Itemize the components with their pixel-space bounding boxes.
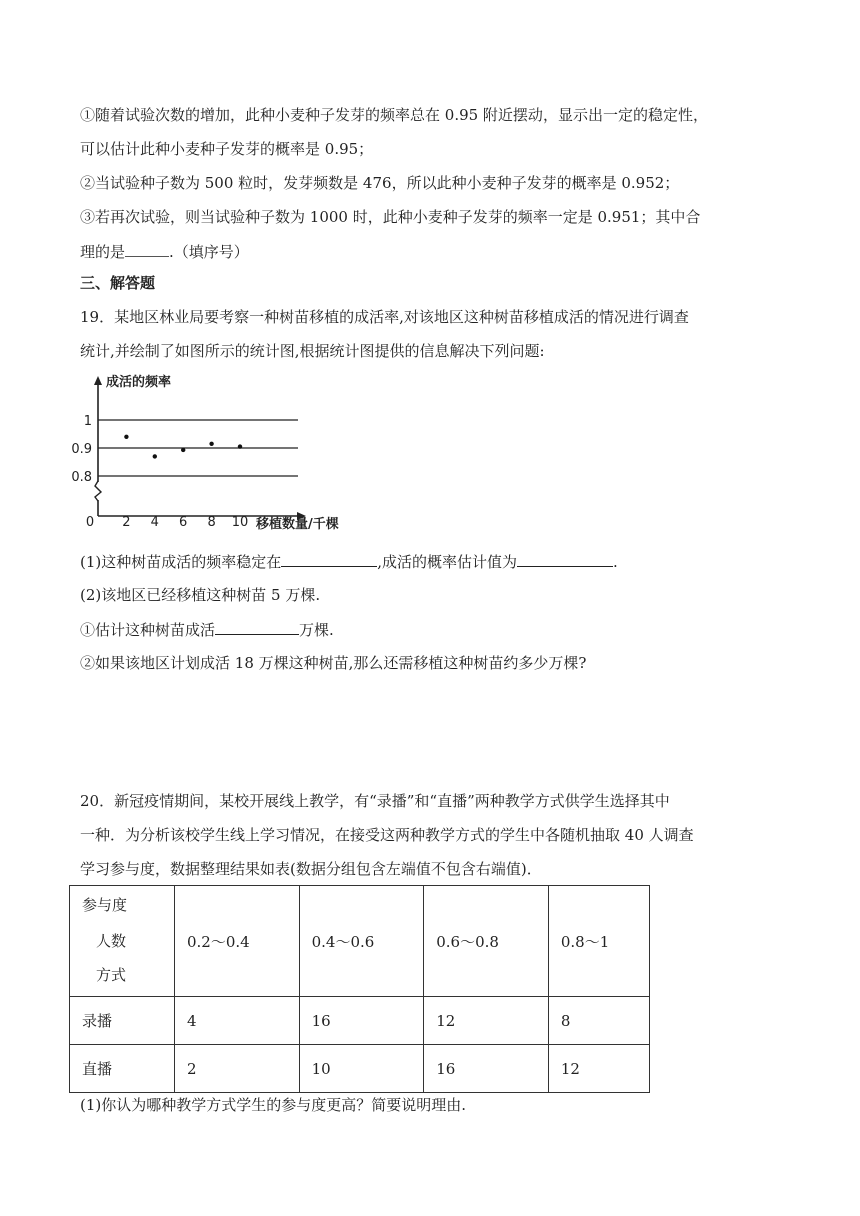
q19-part1-mid: ,成活的概率估计值为 (377, 553, 518, 571)
q18-answer-blank[interactable] (125, 240, 169, 257)
survival-frequency-chart (71, 368, 364, 538)
x-tick-label: 10 (231, 515, 249, 530)
q19-part2-1-prefix: ①估计这种树苗成活 (80, 621, 216, 639)
q18-answer-suffix: .（填序号） (169, 243, 249, 261)
q18-item3-line1: ③若再次试验，则当试验种子数为 1000 时，此种小麦种子发芽的频率一定是 0.951；其中合 (80, 208, 701, 226)
table-corner-cell (70, 886, 175, 997)
row-label: 录播 (70, 997, 175, 1045)
q18-item1-line2: 可以估计此种小麦种子发芽的概率是 0.95； (80, 140, 374, 158)
table-cell: 8 (548, 997, 649, 1045)
data-point (209, 442, 213, 446)
column-header: 0.8～1 (548, 886, 649, 997)
table-cell: 2 (175, 1045, 300, 1093)
q19-part1-prefix: (1)这种树苗成活的频率稳定在 (80, 553, 282, 571)
q19-part1-suffix: . (613, 553, 618, 571)
q20-part1: (1)你认为哪种教学方式学生的参与度更高？简要说明理由. (80, 1096, 467, 1114)
column-header: 0.6～0.8 (424, 886, 549, 997)
q20-stem-line3: 学习参与度，数据整理结果如表(数据分组包含左端值不包含右端值)． (80, 860, 542, 878)
row-label: 直播 (70, 1045, 175, 1093)
y-axis-label: 成活的频率 (106, 375, 172, 390)
table-row (70, 997, 650, 1045)
table-cell: 10 (299, 1045, 424, 1093)
q20-stem-line1: 20．新冠疫情期间，某校开展线上教学，有“录播”和“直播”两种教学方式供学生选择其中 (80, 792, 670, 810)
data-point (124, 435, 128, 439)
table-cell: 4 (175, 997, 300, 1045)
q19-part2-1-suffix: 万棵. (299, 621, 334, 639)
q18-answer-prefix: 理的是 (80, 243, 126, 261)
table-cell: 12 (548, 1045, 649, 1093)
q20-stem-line2: 一种．为分析该校学生线上学习情况，在接受这两种教学方式的学生中各随机抽取 40 人调查 (80, 826, 694, 844)
q18-item3-line2 (80, 240, 249, 263)
x-tick-label: 4 (150, 515, 159, 530)
data-point (181, 448, 185, 452)
corner-label-participation: 参与度 (82, 896, 128, 914)
section-heading: 三、解答题 (80, 274, 156, 292)
corner-label-method: 方式 (96, 966, 127, 984)
y-tick-label: 1 (83, 414, 92, 429)
data-point (238, 444, 242, 448)
y-tick-label: 0.9 (71, 442, 92, 457)
x-tick-label: 6 (179, 515, 188, 530)
table-cell: 12 (424, 997, 549, 1045)
y-tick-label: 0.8 (71, 470, 92, 485)
x-axis-label: 移植数量/千棵 (256, 517, 339, 532)
x-tick-label: 8 (207, 515, 216, 530)
x-tick-label: 2 (122, 515, 131, 530)
column-header: 0.2～0.4 (175, 886, 300, 997)
q19-stem-line1: 19．某地区林业局要考察一种树苗移植的成活率,对该地区这种树苗移植成活的情况进行调查 (80, 308, 689, 326)
q19-part1-blank2[interactable] (517, 550, 613, 567)
x-tick-label: 0 (85, 515, 95, 530)
q19-part2-1 (80, 618, 334, 641)
q19-part1-blank1[interactable] (281, 550, 377, 567)
corner-label-count: 人数 (96, 932, 127, 950)
q18-item2: ②当试验种子数为 500 粒时，发芽频数是 476，所以此种小麦种子发芽的概率是 0.952； (80, 174, 680, 192)
data-point (153, 454, 157, 458)
table-row (70, 1045, 650, 1093)
column-header: 0.4～0.6 (299, 886, 424, 997)
q18-item1-line1: ①随着试验次数的增加，此种小麦种子发芽的频率总在 0.95 附近摆动，显示出一定的稳定性， (80, 106, 708, 124)
q19-part1 (80, 550, 618, 573)
y-axis-arrow (94, 376, 102, 385)
table-cell: 16 (424, 1045, 549, 1093)
table-header-row (70, 886, 650, 997)
q19-part2: (2)该地区已经移植这种树苗 5 万棵. (80, 586, 321, 604)
participation-table (69, 885, 650, 1093)
table-cell: 16 (299, 997, 424, 1045)
q19-part2-2: ②如果该地区计划成活 18 万棵这种树苗,那么还需移植这种树苗约多少万棵? (80, 654, 587, 672)
q19-part2-1-blank[interactable] (215, 618, 299, 635)
q19-stem-line2: 统计,并绘制了如图所示的统计图,根据统计图提供的信息解决下列问题: (80, 342, 545, 360)
